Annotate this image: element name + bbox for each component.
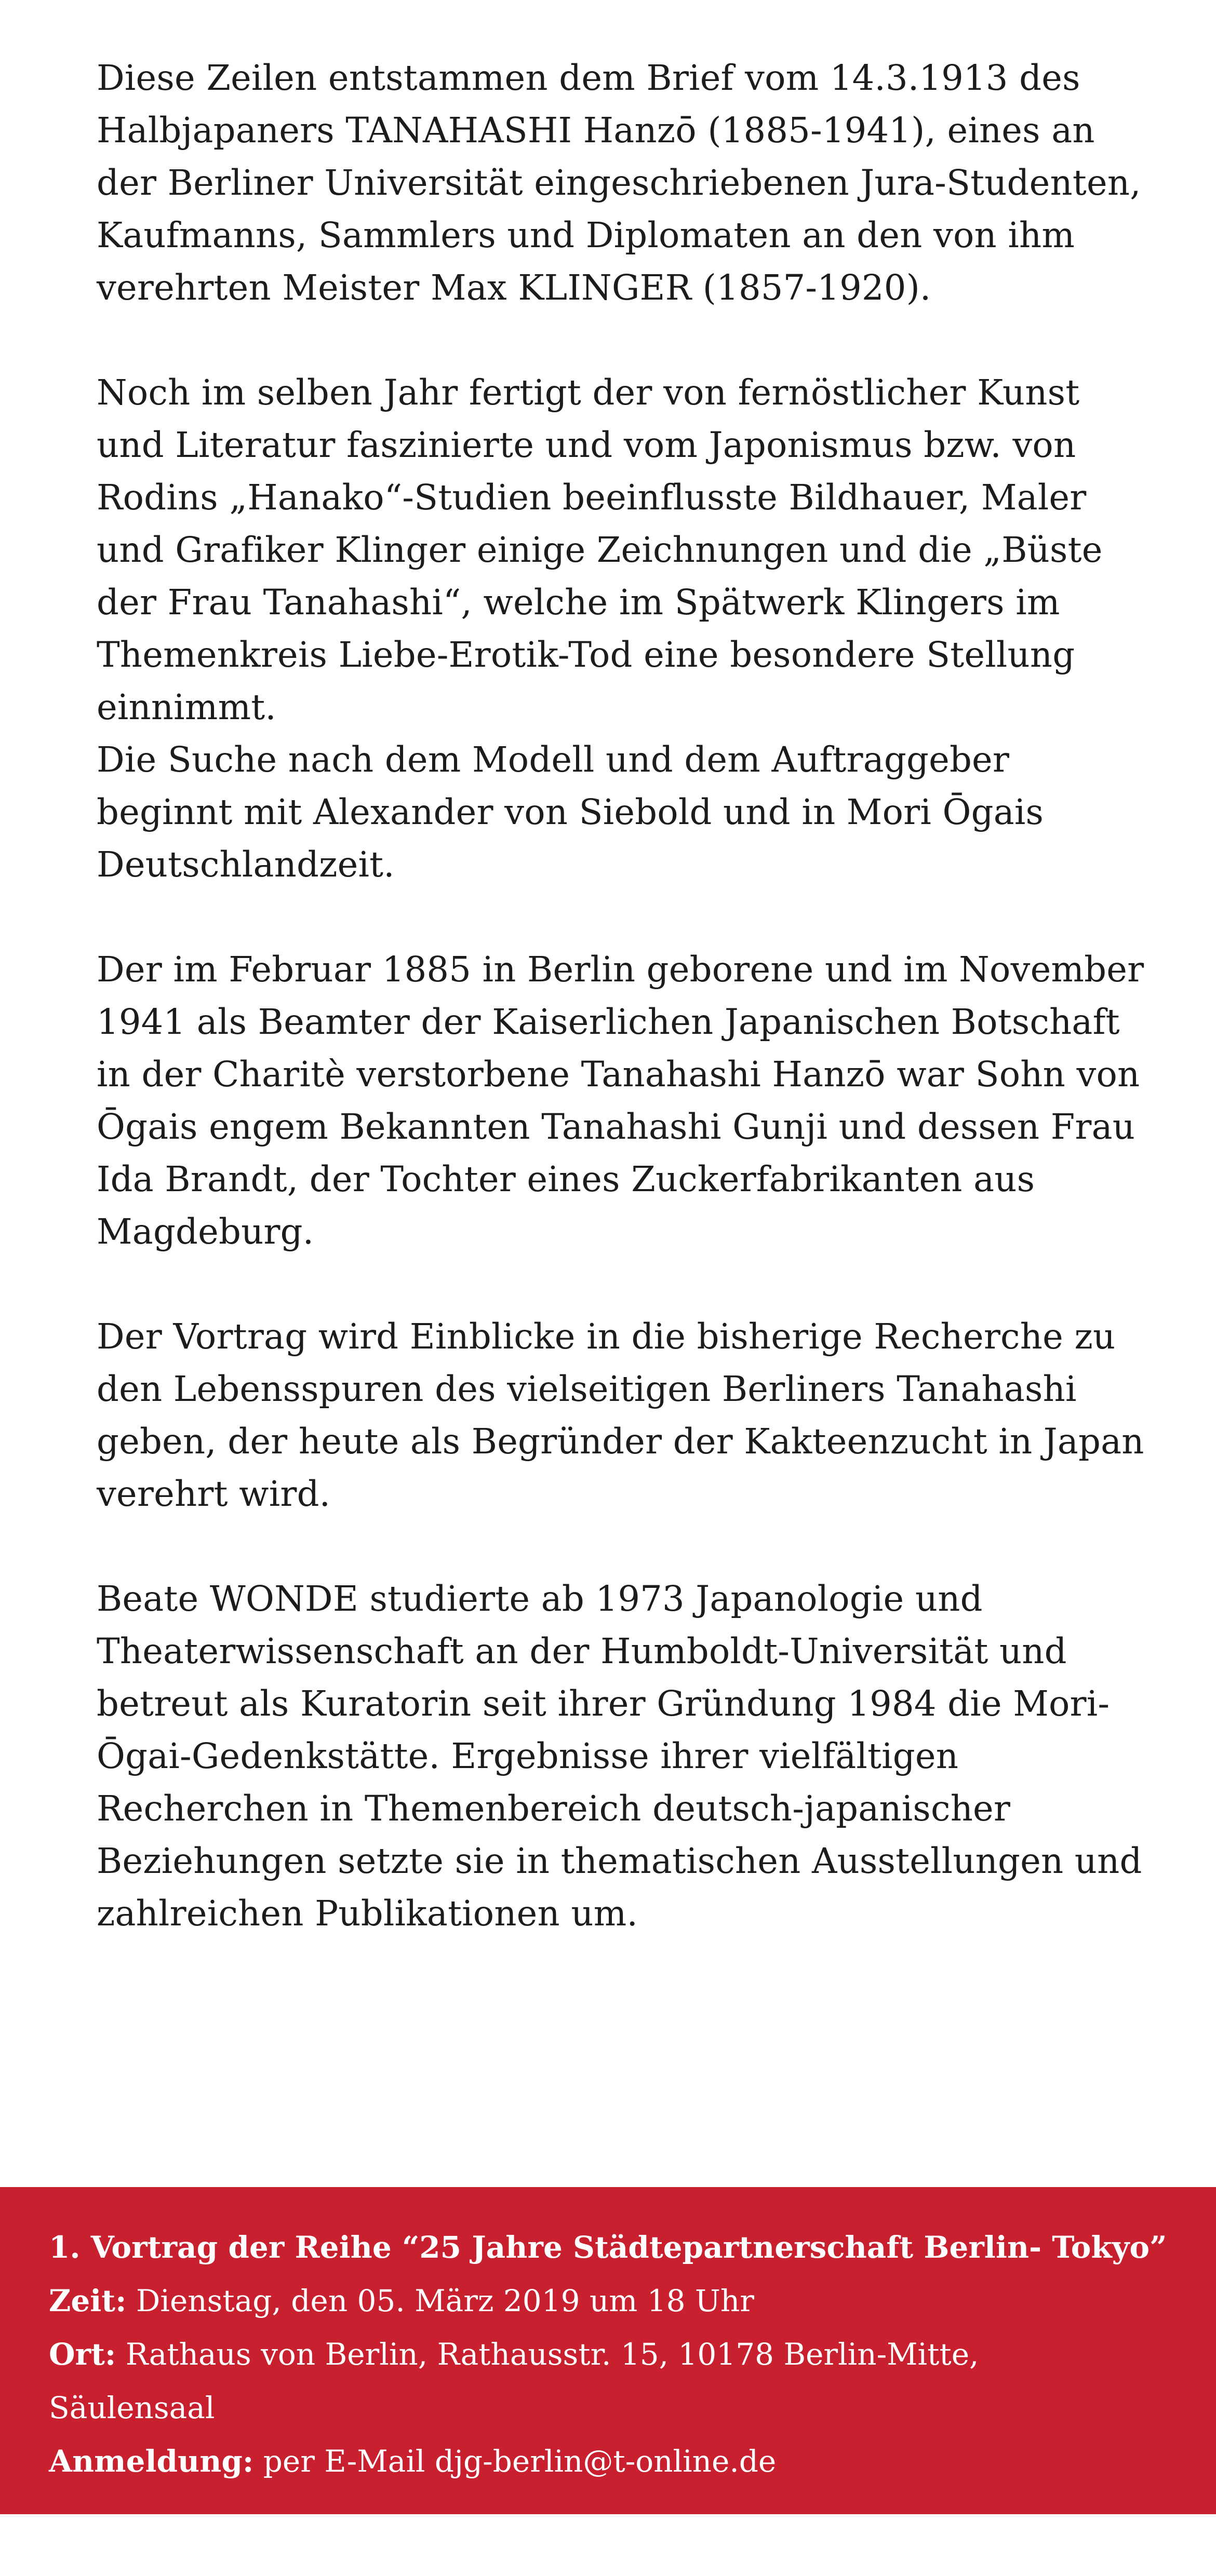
event-title: 1. Vortrag der Reihe “25 Jahre Städtepartnerschaft Berlin- Tokyo” <box>49 2230 1167 2265</box>
main-text <box>97 52 1156 1940</box>
paragraph-lecture: Der Vortrag wird Einblicke in die bisherige Recherche zu den Lebensspuren des vielseitigen Berliners Tanahashi geben, der heute als Begründer der Kakteenzucht in Japan verehrt wird. <box>97 1316 1144 1514</box>
paragraph-spacer <box>97 1258 1156 1311</box>
paragraph-klinger-bust: Noch im selben Jahr fertigt der von fernöstlicher Kunst und Literatur faszinierte und vom Japonismus bzw. von Rodins „Hanako“-Studien beeinflusste Bildhauer, Maler und Grafiker Klinger einige Zeichnungen und die „Büste der Frau Tanahashi“, welche im Spätwerk Klingers im Themenkreis Liebe-Erotik-Tod eine besondere Stellung einnimmt. <box>97 372 1103 727</box>
event-time-label: Zeit: <box>49 2283 127 2318</box>
event-info <box>49 2221 1192 2488</box>
event-signup <box>49 2435 1192 2488</box>
paragraph-biography: Der im Februar 1885 in Berlin geborene und im November 1941 als Beamter der Kaiserlichen Japanischen Botschaft in der Charitè verstorbene Tanahashi Hanzō war Sohn von Ōgais engem Bekannten Tanahashi Gunji und dessen Frau Ida Brandt, der Tochter eines Zuckerfabrikanten aus Magdeburg. <box>97 949 1144 1252</box>
event-place-room: Säulensaal <box>49 2390 215 2425</box>
event-info-banner <box>0 2187 1216 2514</box>
paragraph-spacer <box>97 891 1156 943</box>
paragraph-speaker-bio: Beate WONDE studierte ab 1973 Japanologie und Theaterwissenschaft an der Humboldt-Universität und betreut als Kuratorin seit ihrer Gründung 1984 die Mori-Ōgai-Gedenkstätte. Ergebnisse ihrer vielfältigen Recherchen in Themenbereich deutsch-japanischer Beziehungen setzte sie in thematischen Ausstellungen und zahlreichen Publikationen um. <box>97 1579 1142 1934</box>
paragraph-spacer <box>97 314 1156 367</box>
event-place-value: Rathaus von Berlin, Rathausstr. 15, 10178 Berlin-Mitte, <box>125 2337 979 2372</box>
event-time-value: Dienstag, den 05. März 2019 um 18 Uhr <box>136 2283 754 2318</box>
event-place <box>49 2328 1192 2381</box>
event-signup-label: Anmeldung: <box>49 2444 254 2479</box>
paragraph-search-model: Die Suche nach dem Modell und dem Auftraggeber beginnt mit Alexander von Siebold und in Mori Ōgais Deutschlandzeit. <box>97 739 1044 885</box>
paragraph-spacer <box>97 1520 1156 1573</box>
event-time <box>49 2274 1192 2328</box>
paragraph-letter-intro: Diese Zeilen entstammen dem Brief vom 14.3.1913 des Halbjapaners TANAHASHI Hanzō (1885-1941), eines an der Berliner Universität eingeschriebenen Jura-Studenten, Kaufmanns, Sammlers und Diplomaten an den von ihm verehrten Meister Max KLINGER (1857-1920). <box>97 58 1141 308</box>
event-place-label: Ort: <box>49 2337 116 2372</box>
event-signup-value[interactable]: per E-Mail djg-berlin@t-online.de <box>263 2444 777 2479</box>
